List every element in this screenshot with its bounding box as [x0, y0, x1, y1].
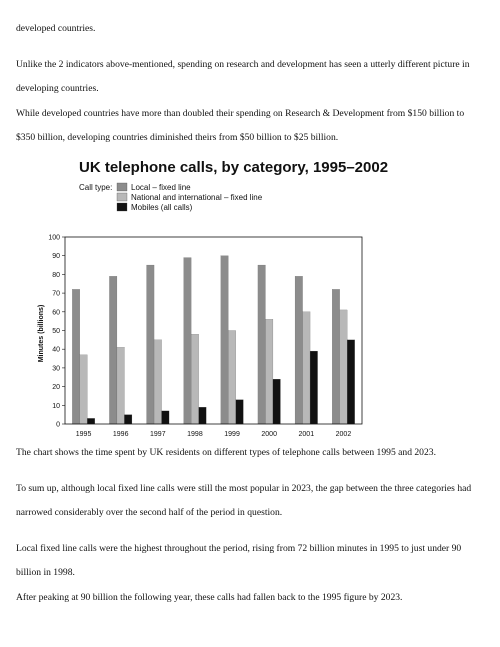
- x-tick-label-2000: 2000: [261, 431, 277, 438]
- y-tick-label: 60: [52, 309, 60, 317]
- legend-swatch-national-and-international-fixed-line: [117, 193, 127, 201]
- bar-mobiles-all-calls-2000: [273, 379, 281, 424]
- bar-mobiles-all-calls-1995: [87, 418, 95, 424]
- x-tick-label-1999: 1999: [224, 431, 240, 438]
- legend-heading: Call type:: [79, 183, 113, 192]
- legend-label-national-and-international-fixed-line: National and international – fixed line: [131, 193, 263, 202]
- bar-local-fixed-line-2001: [295, 276, 303, 424]
- bar-local-fixed-line-2002: [332, 289, 340, 424]
- paragraph-while-line1: While developed countries have more than doubled their spending on Research & Development from $150 billion to: [16, 108, 465, 119]
- y-axis-label: Minutes (billions): [38, 304, 45, 363]
- bar-mobiles-all-calls-1998: [199, 407, 207, 424]
- paragraph-while-line2: $350 billion, developing countries diminished theirs from $50 billion to $25 billion.: [16, 132, 339, 143]
- paragraph-local-line1: Local fixed line calls were the highest throughout the period, rising from 72 billion minutes in 1995 to just under 90: [16, 543, 462, 554]
- bar-national-and-international-fixed-line-1996: [117, 347, 125, 424]
- y-tick-label: 30: [52, 365, 60, 373]
- bar-series: [72, 256, 354, 424]
- paragraph-unlike-line2: developing countries.: [16, 83, 99, 94]
- paragraph-summary-line1: To sum up, although local fixed line calls were still the most popular in 2023, the gap between the three categories had: [16, 483, 472, 494]
- x-tick-label-1996: 1996: [112, 431, 129, 438]
- paragraph-local-line2: billion in 1998.: [16, 567, 75, 578]
- bar-local-fixed-line-1998: [184, 258, 192, 424]
- paragraph-summary-line2: narrowed considerably over the second half of the period in question.: [16, 507, 283, 518]
- paragraph-after-peak: After peaking at 90 billion the following year, these calls had fallen back to the 1995 figure by 2023.: [16, 592, 403, 603]
- bar-local-fixed-line-1997: [147, 265, 155, 424]
- x-axis: [76, 431, 352, 438]
- bar-national-and-international-fixed-line-1997: [154, 340, 162, 424]
- bar-mobiles-all-calls-1999: [236, 400, 244, 424]
- paragraph-unlike-line1: Unlike the 2 indicators above-mentioned, spending on research and development has seen a utterly different picture in: [16, 59, 470, 70]
- y-tick-label: 100: [48, 234, 60, 242]
- y-tick-label: 50: [52, 328, 60, 335]
- y-tick-label: 40: [52, 346, 60, 354]
- x-tick-label-2002: 2002: [335, 431, 352, 438]
- y-axis: [48, 235, 65, 429]
- x-tick-label-2001: 2001: [298, 431, 315, 438]
- y-tick-label: 10: [52, 402, 60, 410]
- legend-label-local-fixed-line: Local – fixed line: [131, 183, 191, 192]
- chart: [38, 155, 389, 445]
- y-tick-label: 0: [56, 421, 60, 429]
- legend-label-mobiles-all-calls: Mobiles (all calls): [131, 203, 193, 212]
- paragraph-top: developed countries.: [16, 23, 96, 34]
- x-tick-label-1995: 1995: [75, 431, 92, 438]
- y-tick-label: 20: [52, 384, 60, 392]
- bar-mobiles-all-calls-1996: [124, 415, 132, 424]
- bar-national-and-international-fixed-line-2001: [303, 312, 311, 424]
- bar-mobiles-all-calls-1997: [162, 411, 170, 424]
- x-tick-label-1997: 1997: [150, 431, 166, 438]
- bar-national-and-international-fixed-line-2000: [265, 319, 273, 424]
- bar-national-and-international-fixed-line-2002: [340, 310, 348, 424]
- paragraph-chart-description: The chart shows the time spent by UK residents on different types of telephone calls between 1995 and 2023.: [16, 447, 436, 458]
- y-tick-label: 90: [52, 253, 60, 261]
- chart-title: UK telephone calls, by category, 1995–2002: [79, 159, 389, 176]
- bar-mobiles-all-calls-2002: [347, 340, 355, 424]
- legend-swatch-mobiles-all-calls: [117, 203, 127, 211]
- y-tick-label: 70: [52, 290, 60, 298]
- bar-national-and-international-fixed-line-1999: [228, 331, 236, 425]
- bar-local-fixed-line-1999: [221, 256, 229, 424]
- legend-swatch-local-fixed-line: [117, 183, 127, 191]
- bar-mobiles-all-calls-2001: [310, 351, 318, 424]
- bar-local-fixed-line-2000: [258, 265, 266, 424]
- bar-local-fixed-line-1996: [109, 276, 117, 424]
- bar-local-fixed-line-1995: [72, 289, 80, 424]
- y-tick-label: 80: [52, 271, 60, 279]
- x-tick-label-1998: 1998: [187, 431, 203, 438]
- bar-national-and-international-fixed-line-1995: [80, 355, 88, 424]
- chart-legend: [117, 183, 263, 212]
- bar-national-and-international-fixed-line-1998: [191, 334, 199, 424]
